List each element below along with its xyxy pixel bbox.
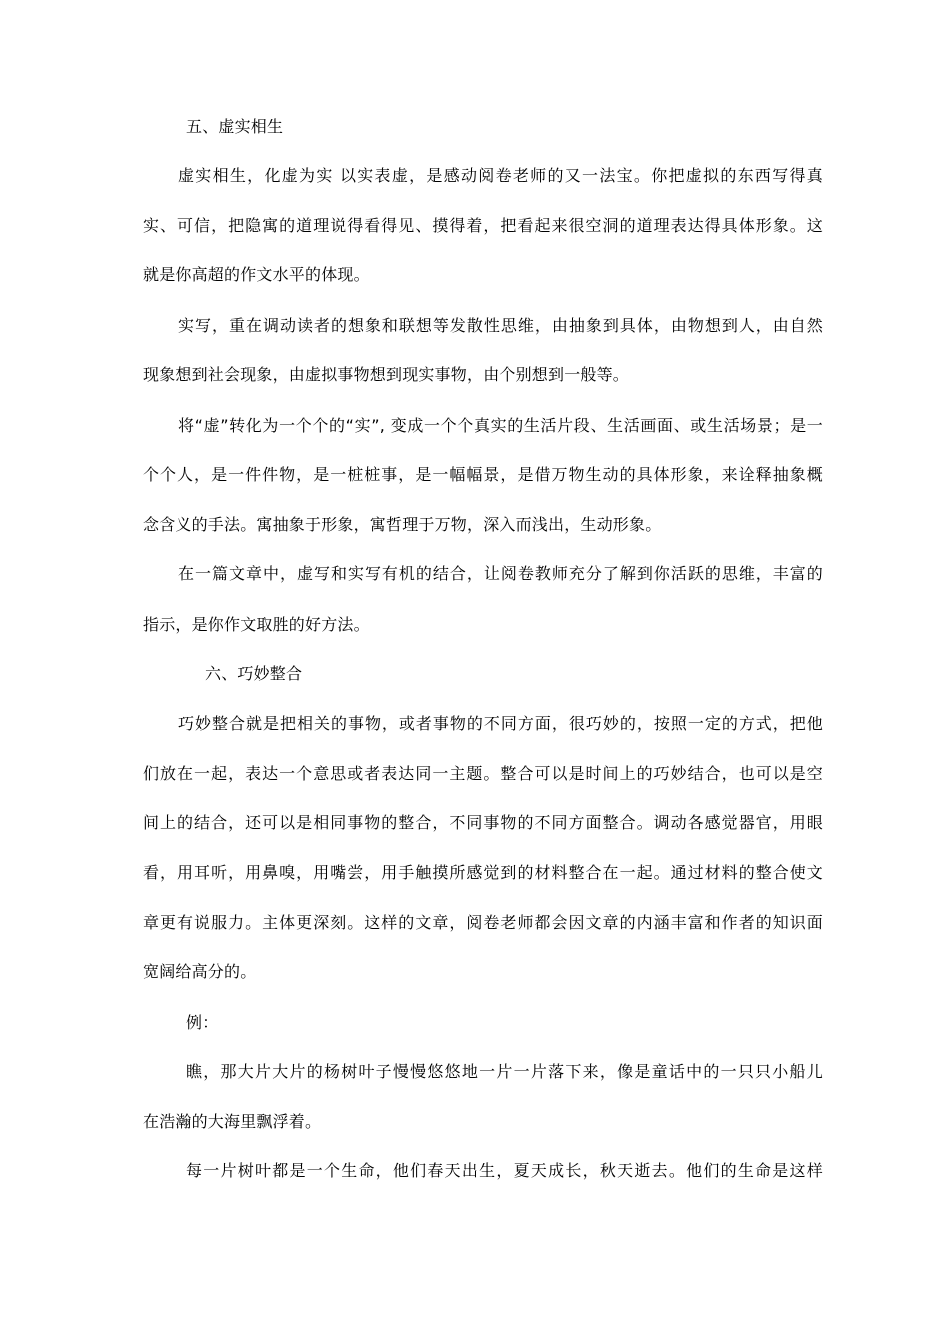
- paragraph-line: 巧妙整合就是把相关的事物，或者事物的不同方面，很巧妙的，按照一定的方式，把他: [178, 714, 823, 733]
- paragraph-line: 在一篇文章中，虚写和实写有机的结合，让阅卷教师充分了解到你活跃的思维，丰富的: [178, 564, 823, 583]
- paragraph-line: 们放在一起，表达一个意思或者表达同一主题。整合可以是时间上的巧妙结合，也可以是空: [143, 764, 823, 783]
- paragraph-line: 就是你高超的作文水平的体现。: [143, 265, 370, 284]
- paragraph-line: 实、可信，把隐寓的道理说得看得见、摸得着，把看起来很空洞的道理表达得具体形象。这: [143, 216, 823, 235]
- paragraph-line: 瞧，那大片大片的杨树叶子慢慢悠悠地一片一片落下来，像是童话中的一只只小船儿: [186, 1062, 823, 1081]
- paragraph-line: 实写，重在调动读者的想象和联想等发散性思维，由抽象到具体，由物想到人，由自然: [178, 316, 823, 335]
- paragraph-line: 个个人，是一件件物，是一桩桩事，是一幅幅景，是借万物生动的具体形象，来诠释抽象概: [143, 465, 823, 484]
- paragraph-line: 章更有说服力。主体更深刻。这样的文章，阅卷老师都会因文章的内涵丰富和作者的知识面: [143, 913, 823, 932]
- example-label: 例：: [186, 1013, 219, 1032]
- section-heading-six: 六、巧妙整合: [205, 664, 303, 683]
- paragraph-line: 宽阔给高分的。: [143, 962, 257, 981]
- paragraph-line: 将“虚”转化为一个个的“实”, 变成一个个真实的生活片段、生活画面、或生活场景；是一: [178, 416, 823, 435]
- paragraph-line: 虚实相生，化虚为实 以实表虚，是感动阅卷老师的又一法宝。你把虚拟的东西写得真: [178, 166, 823, 185]
- paragraph-line: 每一片树叶都是一个生命，他们春天出生，夏天成长，秋天逝去。他们的生命是这样: [186, 1161, 823, 1180]
- paragraph-line: 间上的结合，还可以是相同事物的整合，不同事物的不同方面整合。调动各感觉器官，用眼: [143, 813, 823, 832]
- paragraph-line: 念含义的手法。寓抽象于形象，寓哲理于万物，深入而浅出，生动形象。: [143, 515, 662, 534]
- paragraph-line: 指示，是你作文取胜的好方法。: [143, 615, 370, 634]
- paragraph-line: 在浩瀚的大海里飘浮着。: [143, 1112, 322, 1131]
- paragraph-line: 现象想到社会现象，由虚拟事物想到现实事物，由个别想到一般等。: [143, 365, 630, 384]
- paragraph-line: 看，用耳听，用鼻嗅，用嘴尝，用手触摸所感觉到的材料整合在一起。通过材料的整合使文: [143, 863, 823, 882]
- section-heading-five: 五、虚实相生: [186, 117, 284, 136]
